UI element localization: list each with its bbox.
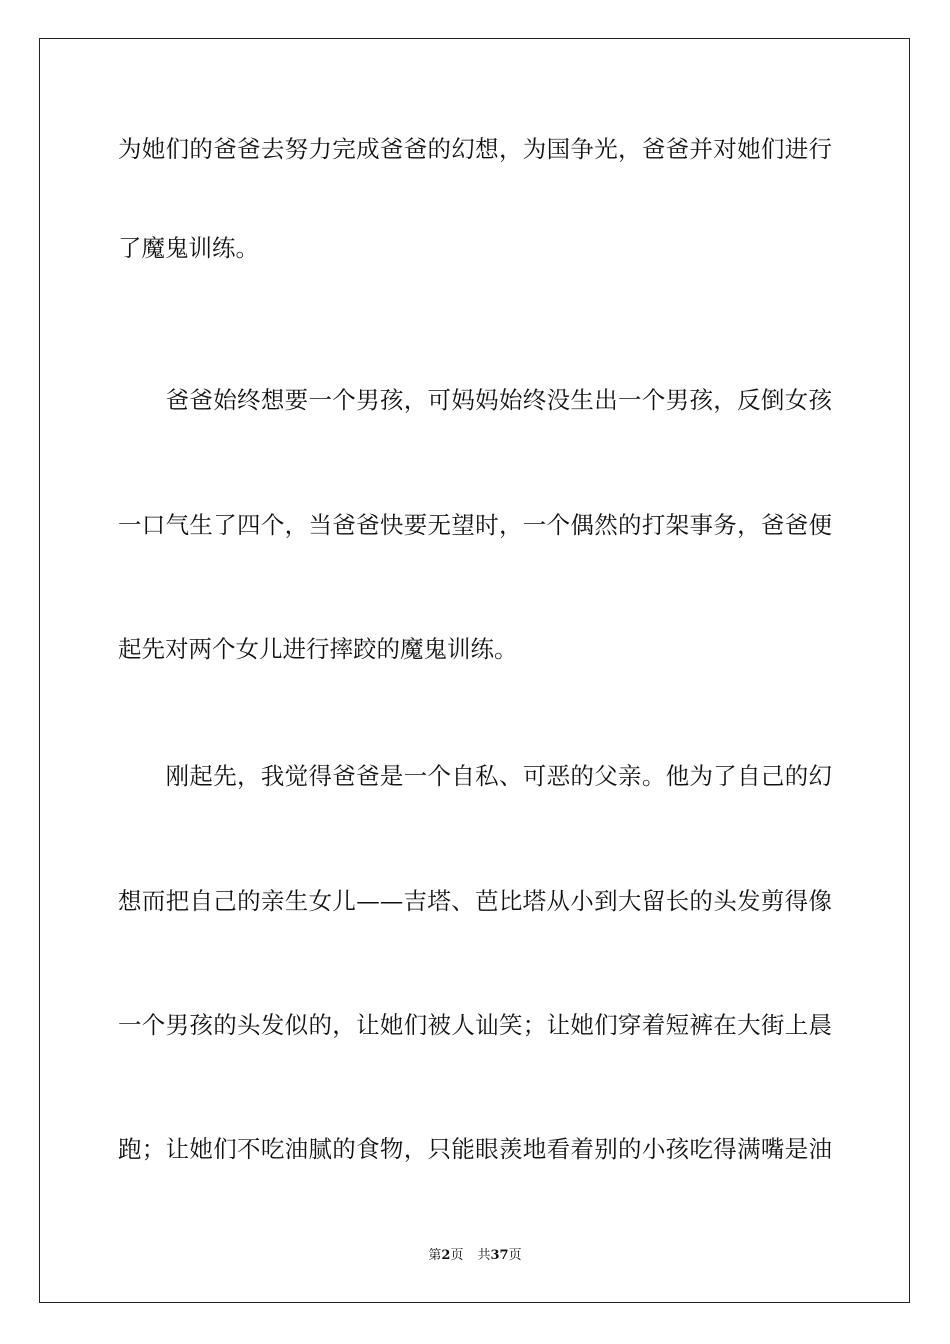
text-line-6: 刚起先，我觉得爸爸是一个自私、可恶的父亲。他为了自己的幻 [118, 762, 832, 790]
page-unit: 页 [450, 1248, 464, 1263]
page-prefix: 第 [428, 1248, 442, 1263]
page-footer [0, 1247, 950, 1265]
text-line-1: 为她们的爸爸去努力完成爸爸的幻想，为国争光，爸爸并对她们进行 [118, 135, 832, 163]
total-unit: 页 [508, 1248, 522, 1263]
text-line-3: 爸爸始终想要一个男孩，可妈妈始终没生出一个男孩，反倒女孩 [118, 386, 832, 414]
page-number: 2 [441, 1248, 451, 1263]
text-line-4: 一口气生了四个，当爸爸快要无望时，一个偶然的打架事务，爸爸便 [118, 511, 832, 539]
text-line-7: 想而把自己的亲生女儿——吉塔、芭比塔从小到大留长的头发剪得像 [118, 887, 832, 915]
text-line-5: 起先对两个女儿进行摔跤的魔鬼训练。 [118, 635, 518, 663]
total-pages: 37 [490, 1248, 509, 1263]
page-border [39, 38, 910, 1303]
text-line-8: 一个男孩的头发似的，让她们被人讪笑；让她们穿着短裤在大街上晨 [118, 1011, 832, 1039]
text-line-2: 了魔鬼训练。 [118, 234, 259, 262]
total-prefix: 共 [477, 1248, 491, 1263]
text-line-9: 跑；让她们不吃油腻的食物，只能眼羡地看着别的小孩吃得满嘴是油 [118, 1135, 832, 1163]
